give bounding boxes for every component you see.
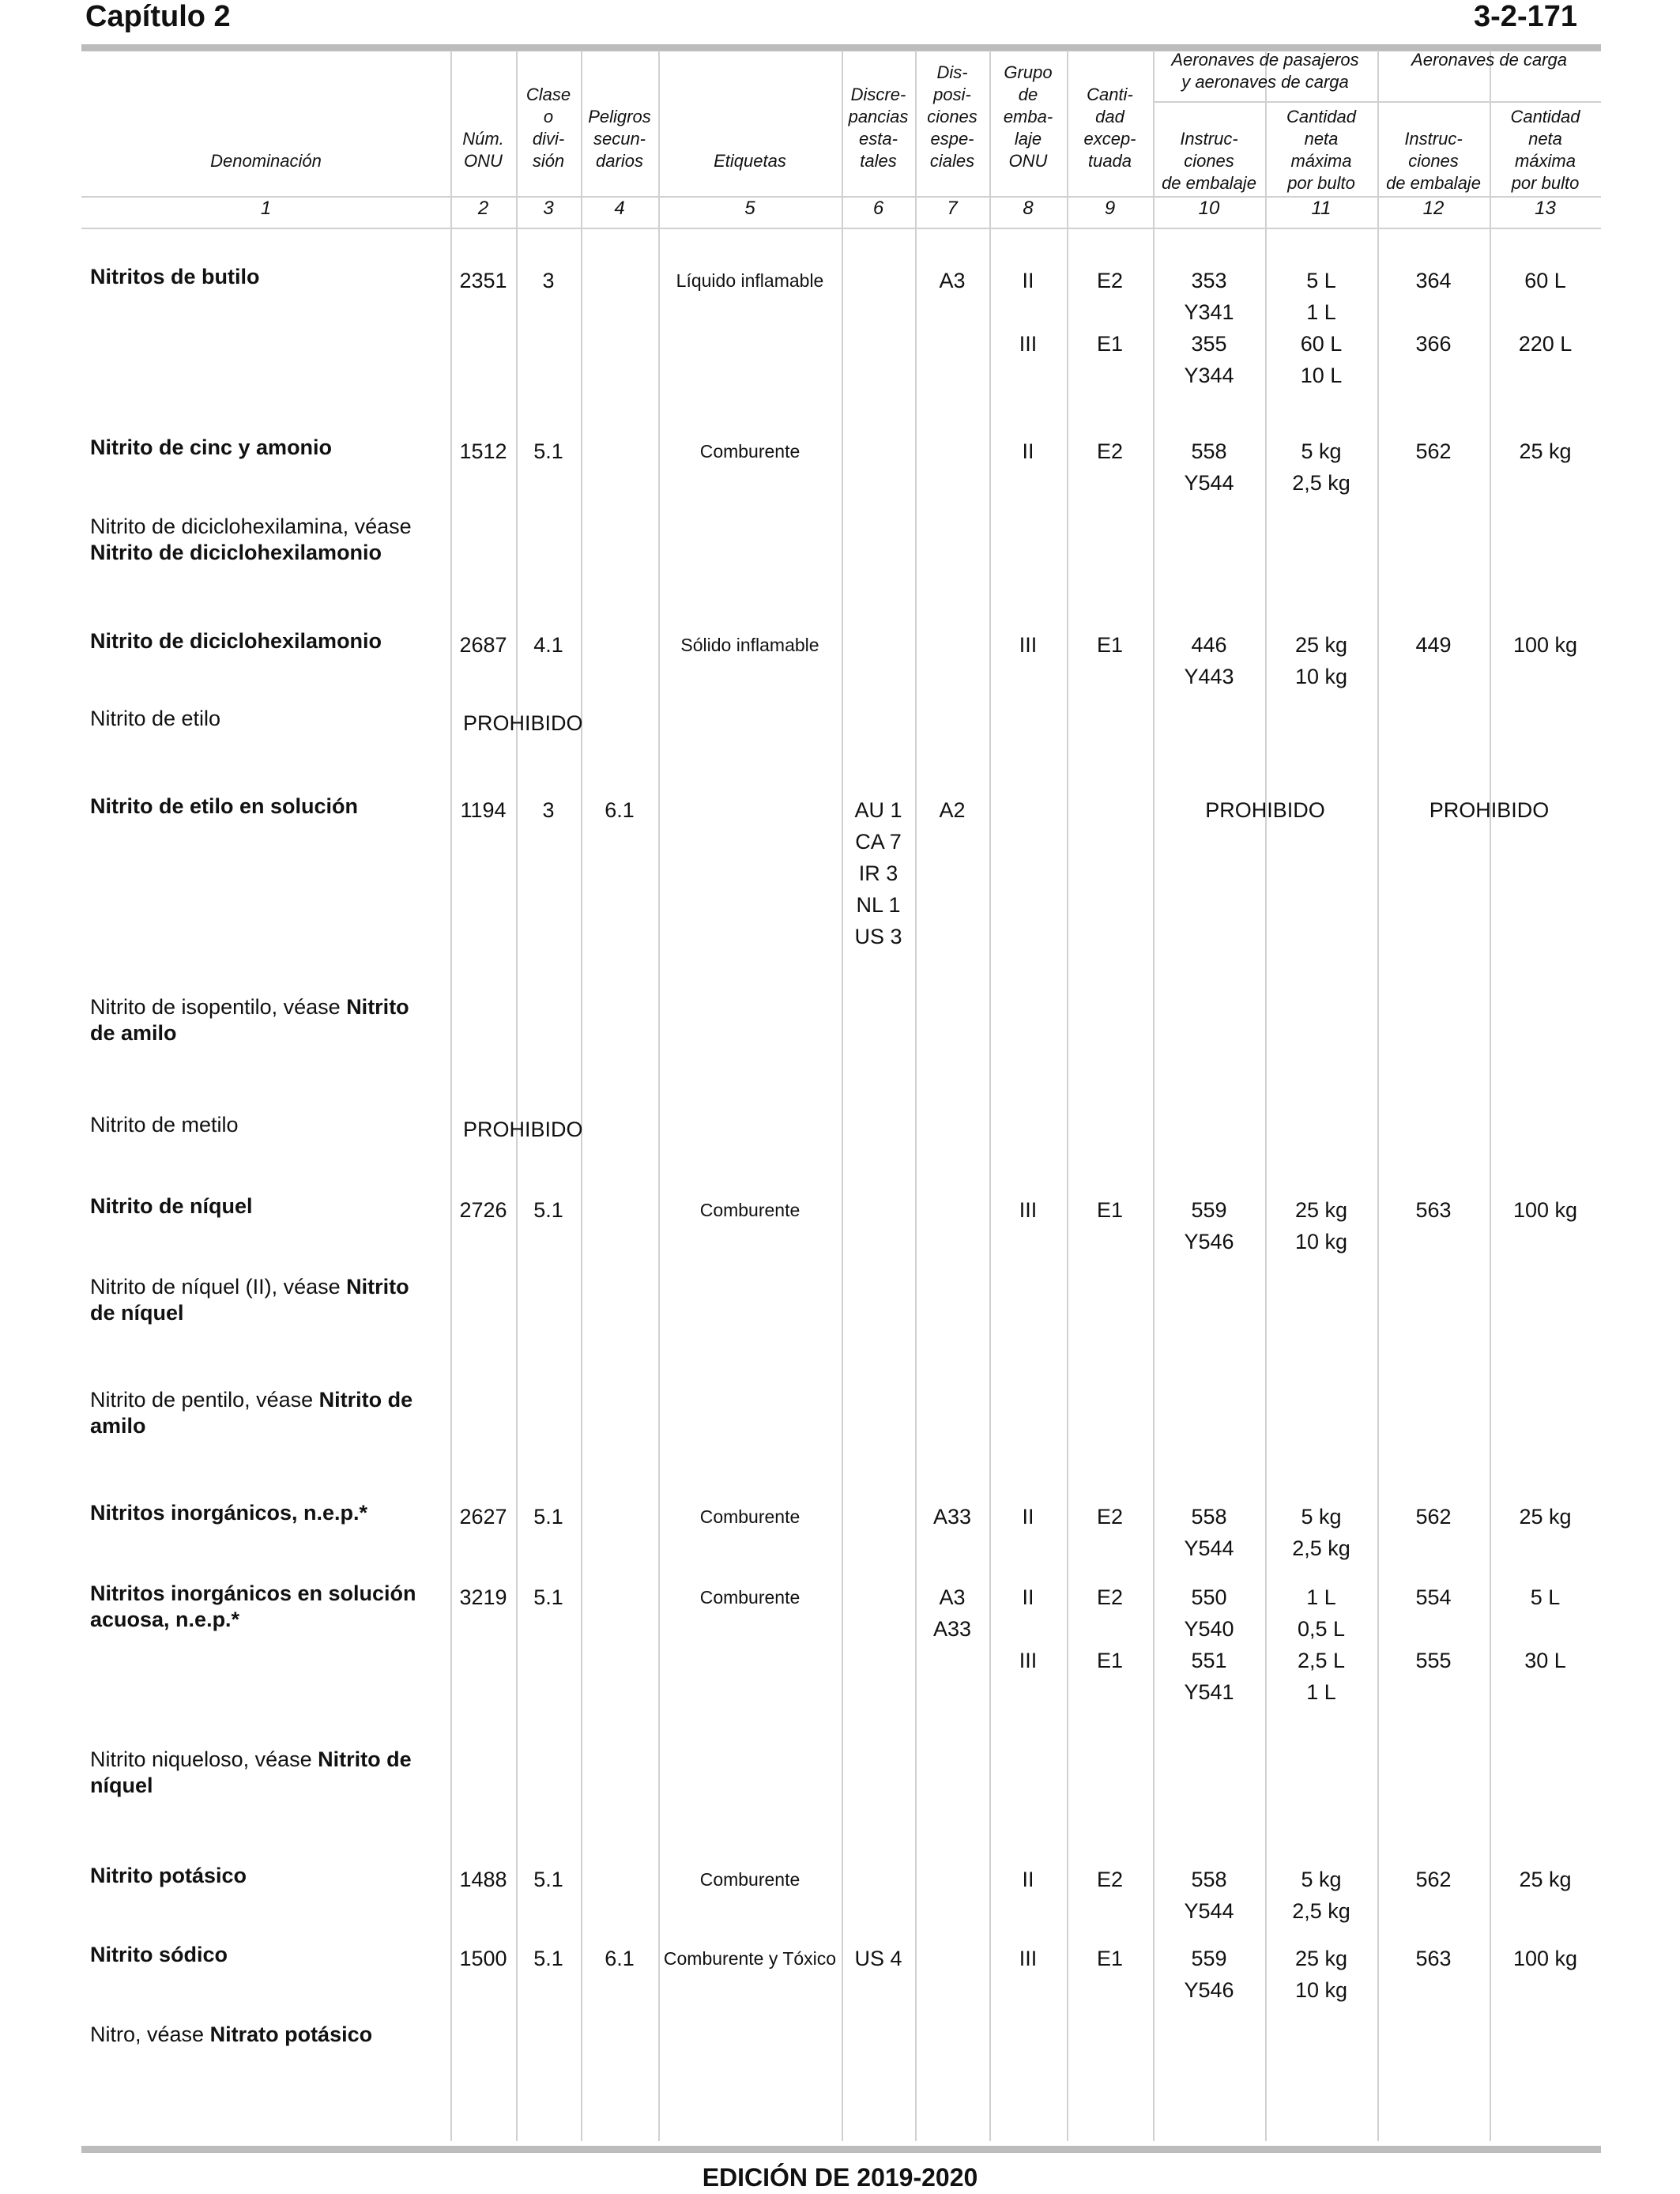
column-number: 8 [1023, 198, 1034, 219]
un-number: 1194 [460, 798, 507, 822]
un-number: 3219 [459, 1585, 507, 1609]
state-variation: IR 3 [858, 861, 898, 885]
cargo-packing-instruction: 449 [1415, 633, 1452, 657]
header-text: tuada [1087, 151, 1132, 171]
header-text: espe- [930, 129, 974, 149]
cargo-packing-instruction: 562 [1415, 1505, 1452, 1529]
pax-packing-instruction: 550 [1191, 1585, 1227, 1609]
entry-name: Nitrito sódico [90, 1943, 228, 1966]
pax-packing-instruction: Y546 [1184, 1230, 1234, 1253]
entry-name: Nitrito de etilo [90, 707, 221, 730]
column-number: 10 [1198, 198, 1220, 219]
header-text: por bulto [1287, 173, 1355, 193]
column-divider [842, 51, 843, 2141]
header-text: esta- [859, 129, 898, 149]
cargo-packing-instruction: 366 [1415, 332, 1452, 356]
pax-max-quantity: 25 kg [1294, 633, 1348, 657]
pax-max-quantity: 1 L [1306, 1680, 1336, 1704]
header-text: Etiquetas [714, 151, 786, 171]
header-text: máxima [1514, 151, 1576, 171]
cross-reference-text: Nitrito de níquel (II), véase [90, 1275, 341, 1299]
special-provision: A3 [939, 1585, 966, 1609]
state-variation: AU 1 [854, 798, 902, 822]
excepted-quantity: E1 [1096, 633, 1124, 657]
header-text: tales [860, 151, 897, 171]
packing-group: II [1022, 439, 1034, 463]
excepted-quantity: E1 [1096, 1947, 1124, 1970]
un-number: 1512 [459, 439, 507, 463]
entry-name: Nitrito potásico [90, 1864, 247, 1887]
packing-group: II [1022, 1505, 1034, 1529]
cargo-max-quantity: 220 L [1518, 332, 1573, 356]
pax-max-quantity: 25 kg [1294, 1198, 1348, 1222]
pax-max-quantity: 2,5 kg [1292, 1899, 1350, 1923]
column-number: 3 [543, 198, 554, 219]
excepted-quantity: E1 [1096, 1198, 1124, 1222]
pax-max-quantity: 10 kg [1294, 665, 1348, 688]
pax-max-quantity: 5 kg [1301, 1868, 1342, 1891]
header-discrepancias [842, 55, 915, 172]
forbidden-text: PROHIBIDO [463, 711, 583, 735]
cross-reference [90, 514, 438, 566]
chapter-title: Capítulo 2 [85, 0, 231, 33]
packing-group: II [1022, 1585, 1034, 1609]
header-peligros [581, 55, 658, 172]
cross-reference [90, 1387, 438, 1439]
header-group-passenger [1153, 49, 1377, 96]
cross-reference-text: Nitrito niqueloso, véase [90, 1747, 312, 1771]
pax-packing-instruction: 558 [1191, 439, 1227, 463]
special-provision: A2 [939, 798, 966, 822]
class-division: 4.1 [533, 633, 563, 657]
pax-packing-instruction: 353 [1191, 269, 1227, 292]
excepted-quantity: E2 [1096, 1585, 1124, 1609]
excepted-quantity: E2 [1096, 1505, 1124, 1529]
edition-footer: EDICIÓN DE 2019-2020 [702, 2163, 978, 2192]
subsidiary-hazard: 6.1 [605, 1947, 635, 1970]
column-number: 1 [260, 198, 272, 219]
header-cargo-instrucciones [1377, 106, 1490, 194]
hazard-label: Comburente [699, 1869, 800, 1890]
class-division: 5.1 [533, 1947, 563, 1970]
header-text: o [543, 107, 554, 126]
class-division: 5.1 [533, 1198, 563, 1222]
header-text: neta [1528, 129, 1562, 149]
column-number: 13 [1535, 198, 1556, 219]
cargo-packing-instruction: 562 [1415, 439, 1452, 463]
header-text: por bulto [1511, 173, 1580, 193]
packing-group: III [1019, 633, 1038, 657]
un-number: 2687 [459, 633, 507, 657]
pax-packing-instruction: 559 [1191, 1947, 1227, 1970]
pax-packing-instruction: Y344 [1184, 364, 1234, 387]
entry-name: Nitritos de butilo [90, 265, 260, 288]
hazard-label: Comburente y Tóxico [663, 1948, 837, 1969]
header-num-onu [450, 55, 516, 172]
cross-reference [90, 1274, 438, 1326]
un-number: 1500 [459, 1947, 507, 1970]
cross-reference-text: Nitrito de pentilo, véase [90, 1388, 314, 1412]
header-group-cargo [1377, 49, 1601, 96]
excepted-quantity: E2 [1096, 1868, 1124, 1891]
header-text: dad [1095, 107, 1124, 126]
entry-name: Nitritos inorgánicos en solución acuosa, n.e.p.* [90, 1581, 416, 1631]
header-etiquetas [658, 55, 842, 172]
pax-packing-instruction: 558 [1191, 1868, 1227, 1891]
header-text: pancias [848, 107, 909, 126]
header-grupo-embalaje [989, 55, 1067, 172]
class-division: 5.1 [533, 439, 563, 463]
pax-max-quantity: 5 L [1306, 269, 1336, 292]
header-text: Dis- [936, 62, 968, 82]
header-text: ONU [464, 151, 503, 171]
entry-name: Nitrito de etilo en solución [90, 794, 359, 818]
special-provision: A3 [939, 269, 966, 292]
state-variation: US 4 [854, 1947, 902, 1970]
cargo-packing-instruction: 554 [1415, 1585, 1452, 1609]
header-text: excep- [1083, 129, 1136, 149]
header-disposiciones [915, 55, 989, 172]
cargo-forbidden: PROHIBIDO [1429, 798, 1550, 822]
special-provision: A33 [932, 1617, 972, 1641]
header-cantidad-exceptuada [1067, 55, 1153, 172]
cargo-max-quantity: 100 kg [1512, 1947, 1578, 1970]
entry-name: Nitrito de níquel [90, 1194, 253, 1218]
header-pax-instrucciones [1153, 106, 1265, 194]
column-number: 12 [1422, 198, 1445, 219]
header-text: Grupo [1004, 62, 1053, 82]
header-text: Aeronaves de carga [1411, 50, 1567, 70]
column-number: 4 [614, 198, 625, 219]
pax-max-quantity: 5 kg [1301, 439, 1342, 463]
state-variation: NL 1 [856, 893, 901, 917]
pax-packing-instruction: 551 [1191, 1649, 1227, 1672]
pax-packing-instruction: 558 [1191, 1505, 1227, 1529]
packing-group: III [1019, 1198, 1038, 1222]
header-text: neta [1304, 129, 1339, 149]
header-text: ciales [929, 151, 975, 171]
un-number: 2351 [459, 269, 507, 292]
pax-packing-instruction: Y544 [1184, 1536, 1234, 1560]
header-text: de embalaje [1162, 173, 1256, 193]
cross-reference-target: Nitrato potásico [209, 2022, 373, 2046]
header-text: Cantidad [1510, 107, 1580, 126]
cargo-max-quantity: 25 kg [1519, 439, 1572, 463]
header-text: Discre- [850, 85, 906, 104]
cross-reference [90, 994, 438, 1046]
cross-reference [90, 2022, 438, 2048]
hazard-label: Comburente [699, 1200, 800, 1220]
packing-group: II [1022, 269, 1034, 292]
pax-packing-instruction: 559 [1191, 1198, 1227, 1222]
column-number: 9 [1104, 198, 1116, 219]
header-text: y aeronaves de carga [1181, 72, 1349, 92]
un-number: 2726 [459, 1198, 507, 1222]
header-text: posi- [933, 85, 971, 104]
column-number: 6 [872, 198, 884, 219]
header-text: máxima [1290, 151, 1352, 171]
header-text: Instruc- [1404, 129, 1463, 149]
cross-reference-target: Nitrito de níquel [90, 1275, 409, 1325]
column-divider [989, 51, 991, 2141]
header-text: Canti- [1087, 85, 1133, 104]
column-divider [915, 51, 917, 2141]
pax-packing-instruction: Y541 [1184, 1680, 1234, 1704]
packing-group: III [1019, 1947, 1038, 1970]
cross-reference-text: Nitro, véase [90, 2022, 205, 2046]
entry-name: Nitrito de metilo [90, 1113, 239, 1137]
class-division: 5.1 [533, 1505, 563, 1529]
header-text: Núm. [462, 129, 504, 149]
packing-group: III [1019, 1649, 1038, 1672]
header-text: secun- [593, 129, 646, 149]
cargo-packing-instruction: 563 [1415, 1198, 1452, 1222]
header-cargo-cantidad [1490, 106, 1601, 194]
pax-packing-instruction: Y341 [1184, 300, 1234, 324]
column-divider [1490, 51, 1491, 2141]
cargo-packing-instruction: 364 [1415, 269, 1452, 292]
header-text: de embalaje [1386, 173, 1481, 193]
excepted-quantity: E1 [1096, 1649, 1124, 1672]
cargo-packing-instruction: 555 [1415, 1649, 1452, 1672]
pax-max-quantity: 25 kg [1294, 1947, 1348, 1970]
header-text: de [1018, 85, 1038, 104]
header-rule [81, 228, 1601, 229]
column-number: 11 [1311, 198, 1332, 219]
cargo-max-quantity: 100 kg [1512, 633, 1578, 657]
group-rule [1153, 101, 1601, 103]
cargo-max-quantity: 60 L [1524, 269, 1566, 292]
column-divider [1377, 51, 1379, 2141]
column-number: 2 [477, 198, 489, 219]
pax-max-quantity: 0,5 L [1297, 1617, 1346, 1641]
cross-reference-text: Nitrito de isopentilo, véase [90, 995, 341, 1019]
entry-name: Nitrito de cinc y amonio [90, 435, 333, 459]
cargo-max-quantity: 5 L [1530, 1585, 1561, 1609]
pax-max-quantity: 2,5 kg [1292, 471, 1350, 495]
cross-reference-target: Nitrito de diciclohexilamonio [90, 541, 382, 564]
cargo-max-quantity: 25 kg [1519, 1505, 1572, 1529]
forbidden-text: PROHIBIDO [463, 1118, 583, 1141]
pax-max-quantity: 10 L [1300, 364, 1343, 387]
cargo-max-quantity: 30 L [1524, 1649, 1566, 1672]
pax-max-quantity: 1 L [1306, 1585, 1336, 1609]
cross-reference-target: Nitrito de amilo [90, 1388, 413, 1438]
hazard-label: Sólido inflamable [680, 635, 819, 655]
header-text: Aeronaves de pasajeros [1171, 50, 1359, 70]
cargo-packing-instruction: 562 [1415, 1868, 1452, 1891]
cargo-max-quantity: 100 kg [1512, 1198, 1578, 1222]
cross-reference [90, 1747, 438, 1799]
pax-max-quantity: 10 kg [1294, 1230, 1348, 1253]
pax-max-quantity: 10 kg [1294, 1978, 1348, 2002]
pax-packing-instruction: Y546 [1184, 1978, 1234, 2002]
column-number: 5 [744, 198, 755, 219]
pax-packing-instruction: Y540 [1184, 1617, 1234, 1641]
hazard-label: Comburente [699, 1587, 800, 1608]
page-number: 3-2-171 [1474, 0, 1577, 33]
un-number: 2627 [459, 1505, 507, 1529]
header-text: ONU [1008, 151, 1048, 171]
cross-reference-target: Nitrito de níquel [90, 1747, 412, 1797]
column-divider [516, 51, 518, 2141]
header-text: Clase [525, 85, 571, 104]
state-variation: US 3 [854, 925, 902, 948]
cargo-max-quantity: 25 kg [1519, 1868, 1572, 1891]
subsidiary-hazard: 6.1 [605, 798, 635, 822]
header-clase [516, 55, 581, 172]
pax-forbidden: PROHIBIDO [1205, 798, 1325, 822]
header-text: sión [532, 151, 565, 171]
hazard-label: Comburente [699, 441, 800, 462]
pax-packing-instruction: 446 [1191, 633, 1227, 657]
hazard-label: Comburente [699, 1506, 800, 1527]
pax-max-quantity: 5 kg [1301, 1505, 1342, 1529]
header-text: Instruc- [1180, 129, 1238, 149]
column-divider [581, 51, 582, 2141]
pax-max-quantity: 60 L [1300, 332, 1343, 356]
bottom-rule [81, 2146, 1601, 2153]
pax-max-quantity: 2,5 L [1297, 1649, 1346, 1672]
hazard-label: Líquido inflamable [676, 270, 824, 291]
header-pax-cantidad [1265, 106, 1377, 194]
pax-packing-instruction: Y443 [1184, 665, 1234, 688]
header-denominacion [81, 55, 450, 172]
pax-max-quantity: 1 L [1306, 300, 1336, 324]
header-text: laje [1014, 129, 1042, 149]
header-text: ciones [1184, 151, 1234, 171]
pax-packing-instruction: 355 [1191, 332, 1227, 356]
pax-max-quantity: 2,5 kg [1292, 1536, 1350, 1560]
pax-packing-instruction: Y544 [1184, 1899, 1234, 1923]
un-number: 1488 [459, 1868, 507, 1891]
entry-name: Nitritos inorgánicos, n.e.p.* [90, 1501, 368, 1525]
header-text: divi- [532, 129, 565, 149]
special-provision: A33 [932, 1505, 972, 1529]
packing-group: II [1022, 1868, 1034, 1891]
class-division: 3 [542, 798, 555, 822]
header-text: Peligros [588, 107, 651, 126]
class-division: 5.1 [533, 1585, 563, 1609]
entry-name: Nitrito de diciclohexilamonio [90, 629, 382, 653]
column-number: 7 [947, 198, 958, 219]
state-variation: CA 7 [855, 830, 902, 854]
excepted-quantity: E1 [1096, 332, 1124, 356]
header-text: Cantidad [1286, 107, 1357, 126]
header-text: darios [596, 151, 643, 171]
header-text: Denominación [210, 151, 322, 171]
column-divider [450, 51, 452, 2141]
cargo-packing-instruction: 563 [1415, 1947, 1452, 1970]
header-text: ciones [1408, 151, 1459, 171]
column-divider [1067, 51, 1068, 2141]
header-text: emba- [1003, 107, 1053, 126]
cross-reference-target: Nitrito de amilo [90, 995, 409, 1045]
cross-reference-text: Nitrito de diciclohexilamina, véase [90, 515, 412, 538]
packing-group: III [1019, 332, 1038, 356]
excepted-quantity: E2 [1096, 269, 1124, 292]
class-division: 3 [542, 269, 555, 292]
column-divider [658, 51, 660, 2141]
class-division: 5.1 [533, 1868, 563, 1891]
excepted-quantity: E2 [1096, 439, 1124, 463]
pax-packing-instruction: Y544 [1184, 471, 1234, 495]
header-text: ciones [927, 107, 977, 126]
